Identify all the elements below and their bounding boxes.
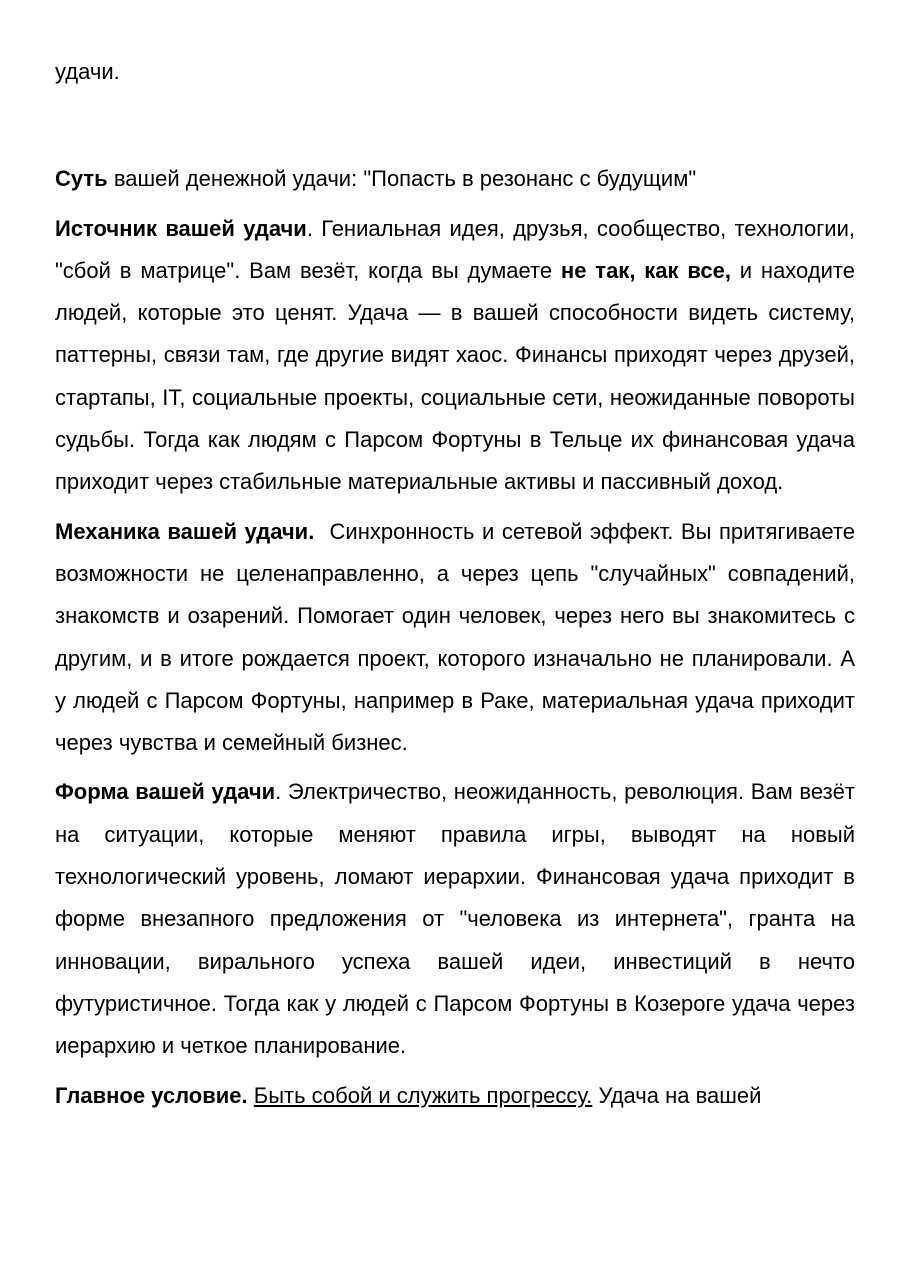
paragraph-source [55,208,855,504]
paragraph-essence [55,158,855,200]
spacer [55,1068,855,1075]
form-heading: Форма вашей удачи [55,779,276,805]
spacer [55,93,855,158]
mechanics-heading: Механика вашей удачи. [55,518,315,544]
source-heading: Источник вашей удачи [55,215,307,241]
condition-underlined: Быть собой и служить прогрессу. [253,1082,593,1108]
document-page [55,51,862,1117]
paragraph-condition [55,1075,855,1117]
paragraph-fragment [55,51,855,93]
source-text-1: . Гениальная идея, друзья, сообщество, технологии, "сбой в матрице". Вам везёт, когда вы думаете [55,215,855,283]
spacer [55,201,855,208]
spacer [55,504,855,511]
condition-heading: Главное условие. [55,1082,248,1108]
form-text: . Электричество, неожиданность, революция. Вам везёт на ситуации, которые меняют правила игры, выводят на новый технологический уровень, ломают иерархии. Финансовая удача приходит в форме внезапного предложения от "человека из интернета", гранта на инновации, вирального успеха вашей идеи, инвестиций в нечто футуристичное. Тогда как у людей с Парсом Фортуны в Козероге удача через иерархию и четкое планирование. [55,779,855,1059]
condition-text: Удача на вашей [592,1082,762,1108]
fragment-text: удачи. [55,59,120,84]
spacer [55,764,855,771]
paragraph-mechanics [55,511,862,765]
mechanics-text: Синхронность и сетевой эффект. Вы притягиваете возможности не целенаправленно, а через цепь "случайных" совпадений, знакомств и озарений. Помогает один человек, через него вы знакомитесь с другим, и в итоге рождается проект, которого изначально не планировали. А у людей с Парсом Фортуны, например в Раке, материальная удача приходит через чувства и семейный бизнес. [55,518,862,756]
source-text-2: и находите людей, которые это ценят. Удача — в вашей способности видеть систему, паттерны, связи там, где другие видят хаос. Финансы приходят через друзей, стартапы, IT, социальные проекты, социальные сети, неожиданные повороты судьбы. Тогда как людям с Парсом Фортуны в Тельце их финансовая удача приходит через стабильные материальные активы и пассивный доход. [55,257,855,495]
essence-text: вашей денежной удачи: "Попасть в резонанс с будущим" [107,166,697,192]
paragraph-form [55,771,855,1067]
source-emphasis: не так, как все, [560,257,731,283]
essence-heading: Суть [55,166,108,192]
